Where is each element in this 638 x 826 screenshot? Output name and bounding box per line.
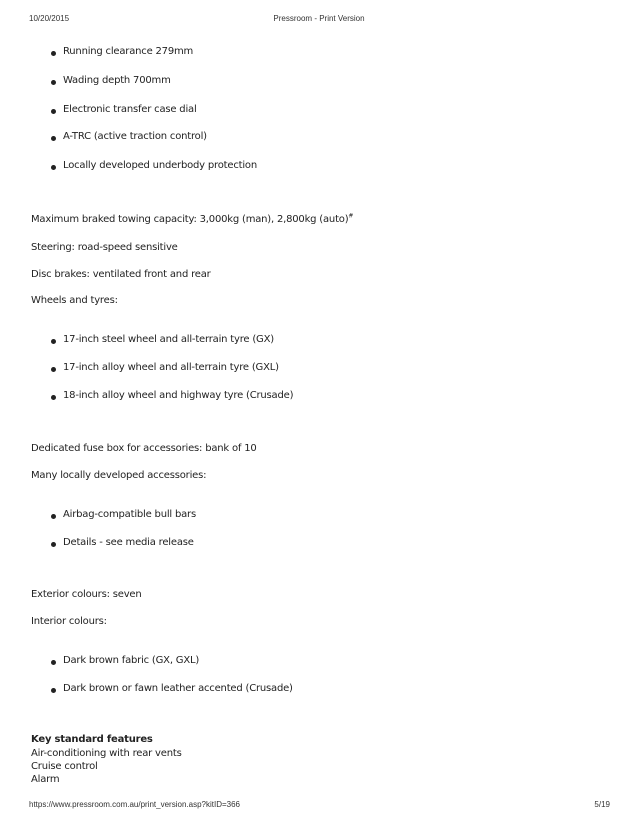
list-item: 17-inch steel wheel and all-terrain tyre (GX) — [51, 334, 274, 345]
list-item: A-TRC (active traction control) — [51, 131, 207, 142]
key-feature-item: Alarm — [31, 774, 60, 785]
page-url: https://www.pressroom.com.au/print_version.asp?kitID=366 — [29, 800, 240, 809]
list-item: Dark brown or fawn leather accented (Crusade) — [51, 683, 293, 694]
list-item: 17-inch alloy wheel and all-terrain tyre (GXL) — [51, 362, 279, 373]
page-number: 5/19 — [594, 800, 610, 809]
list-item: Airbag-compatible bull bars — [51, 509, 196, 520]
list-item: Running clearance 279mm — [51, 46, 193, 57]
list-item: 18-inch alloy wheel and highway tyre (Crusade) — [51, 390, 293, 401]
brakes-text: Disc brakes: ventilated front and rear — [31, 269, 211, 280]
key-features-heading: Key standard features — [31, 734, 153, 745]
list-item: Electronic transfer case dial — [51, 104, 197, 115]
interior-label: Interior colours: — [31, 616, 107, 627]
list-item: Locally developed underbody protection — [51, 160, 257, 171]
fuse-text: Dedicated fuse box for accessories: bank of 10 — [31, 443, 257, 454]
print-date: 10/20/2015 — [29, 14, 70, 23]
wheels-label: Wheels and tyres: — [31, 295, 118, 306]
key-feature-item: Air-conditioning with rear vents — [31, 748, 182, 759]
towing-capacity: Maximum braked towing capacity: 3,000kg (man), 2,800kg (auto)# — [31, 212, 354, 225]
steering-text: Steering: road-speed sensitive — [31, 242, 178, 253]
key-feature-item: Cruise control — [31, 761, 98, 772]
accessories-label: Many locally developed accessories: — [31, 470, 207, 481]
list-item: Details - see media release — [51, 537, 194, 548]
list-item: Dark brown fabric (GX, GXL) — [51, 655, 199, 666]
exterior-colours: Exterior colours: seven — [31, 589, 142, 600]
footnote-mark: # — [348, 212, 354, 220]
list-item: Wading depth 700mm — [51, 75, 171, 86]
print-title: Pressroom - Print Version — [273, 14, 365, 23]
